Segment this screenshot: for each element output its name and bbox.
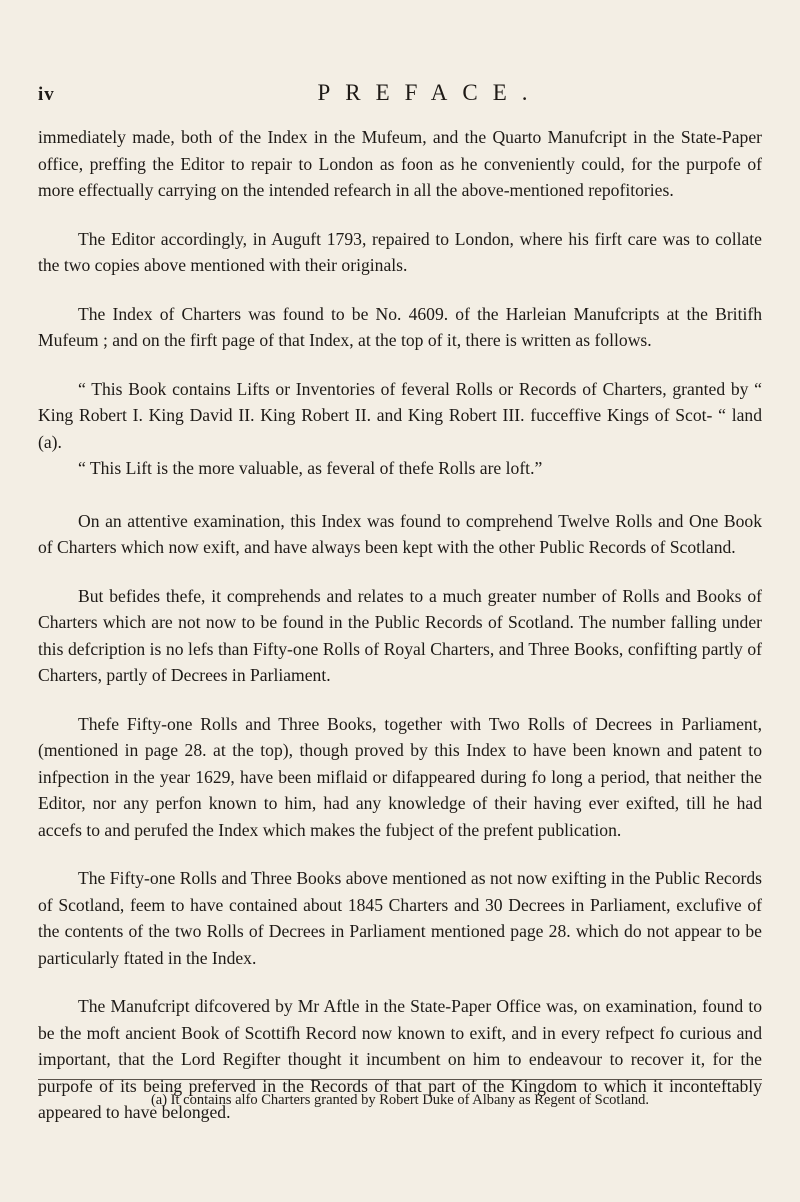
page-header [38,80,762,110]
quotation: “ This Lift is the more valuable, as feveral of thefe Rolls are loft.” [78,458,543,478]
footnote-divider [38,1079,762,1080]
paragraph-continuation: immediately made, both of the Index in the Mufeum, and the Quarto Manufcript in the State-Paper office, preffing the Editor to repair to London as foon as he conveniently could, for the purpofe of more effectually carrying on the intended refearch in all the above-mentioned repofitories. [38,127,762,200]
page-number: iv [38,84,55,105]
paragraph: The Index of Charters was found to be No. 4609. of the Harleian Manufcripts at the Britifh Mufeum ; and on the firft page of that Index, at the top of it, there is written as follows. [38,303,762,350]
body-text [38,124,762,1148]
paragraph: On an attentive examination, this Index was found to comprehend Twelve Rolls and One Book of Charters which now exift, and have always been kept with the other Public Records of Scotland. [38,510,762,557]
paragraph: The Manufcript difcovered by Mr Aftle in the State-Paper Office was, on examination, found to be the moft ancient Book of Scottifh Record now known to exift, and in every refpect fo curious and important, that the Lord Regifter thought it incumbent on him to endeavour to recover it, for the purpofe of its being preferved in the Records of that part of the Kingdom to which it inconteftably appeared to have belonged. [38,996,762,1122]
page-title: PREFACE. [317,80,543,105]
quotation: “ This Book contains Lifts or Inventories of feveral Rolls or Records of Charters, granted by “ King Robert I. King David II. King Robert II. and King Robert III. fucceffive Kings of Scot- “ land (a). [38,378,762,452]
paragraph: Thefe Fifty-one Rolls and Three Books, together with Two Rolls of Decrees in Parliament, (mentioned in page 28. at the top), though proved by this Index to have been known and patent to infpection in the year 1629, have been miflaid or difappeared during fo long a period, that neither the Editor, nor any perfon known to him, had any knowledge of their having ever exifted, till he had accefs to and perufed the Index which makes the fubject of the prefent publication. [38,713,762,840]
paragraph: But befides thefe, it comprehends and relates to a much greater number of Rolls and Books of Charters which are not now to be found in the Public Records of Scotland. The number falling under this defcription is no lefs than Fifty-one Rolls of Royal Charters, and Three Books, confifting partly of Charters, partly of Decrees in Parliament. [38,585,762,685]
paragraph: The Editor accordingly, in Auguft 1793, repaired to London, where his firft care was to collate the two copies above mentioned with their originals. [38,228,762,275]
paragraph: The Fifty-one Rolls and Three Books above mentioned as not now exifting in the Public Records of Scotland, feem to have contained about 1845 Charters and 30 Decrees in Parliament, exclufive of the contents of the two Rolls of Decrees in Parliament mentioned page 28. which do not appear to be particularly ftated in the Index. [38,868,762,968]
footnote: (a) It contains alfo Charters granted by Robert Duke of Albany as Regent of Scotland. [150,1092,650,1108]
